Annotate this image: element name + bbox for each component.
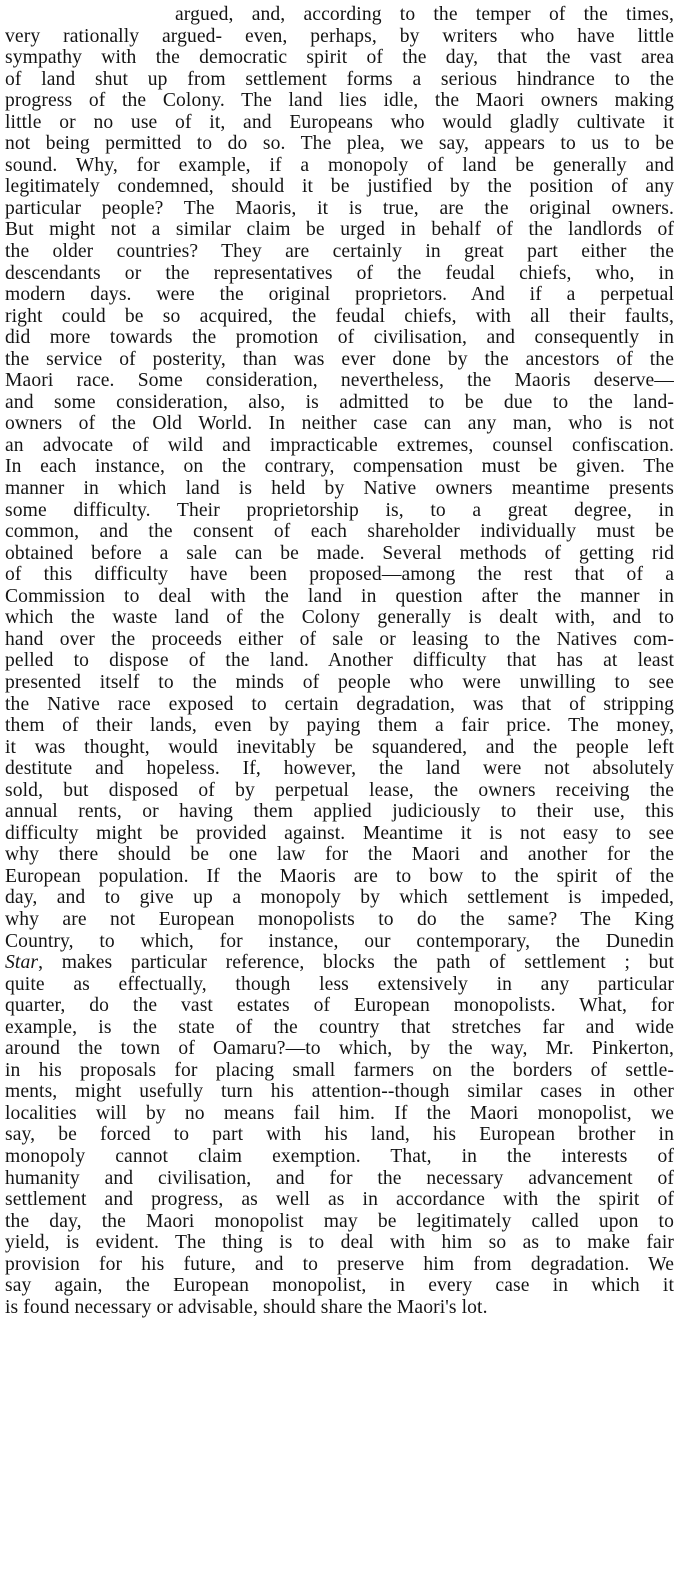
text-line: in his proposals for placing small farmers on the borders of settle- [5, 1059, 674, 1081]
text-line: Commission to deal with the land in question after the manner in [5, 585, 674, 607]
text-line: Country, to which, for instance, our contemporary, the Dunedin [5, 930, 674, 952]
text-line: quite as effectually, though less extensively in any particular [5, 973, 674, 995]
text-line: which the waste land of the Colony generally is dealt with, and to [5, 607, 674, 629]
text-line: quarter, do the vast estates of European monopolists. What, for [5, 995, 674, 1017]
text-line: them of their lands, even by paying them a fair price. The money, [5, 715, 674, 737]
text-line: manner in which land is held by Native owners meantime presents [5, 478, 674, 500]
text-line: some difficulty. Their proprietorship is, to a great degree, in [5, 499, 674, 521]
text-line: say again, the European monopolist, in every case in which it [5, 1275, 674, 1297]
text-line: difficulty might be provided against. Meantime it is not easy to see [5, 822, 674, 844]
text-line: modern days. were the original proprietors. And if a perpetual [5, 284, 674, 306]
text-line: pelled to dispose of the land. Another difficulty that has at least [5, 650, 674, 672]
text-line: argued, and, according to the temper of the times, [175, 4, 674, 25]
text-line: the older countries? They are certainly in great part either the [5, 241, 674, 263]
text-line: the day, the Maori monopolist may be legitimately called upon to [5, 1210, 674, 1232]
text-line: around the town of Oamaru?—to which, by the way, Mr. Pinkerton, [5, 1038, 674, 1060]
text-line: annual rents, or having them applied judiciously to their use, this [5, 801, 674, 823]
text-line: hand over the proceeds either of sale or leasing to the Natives com- [5, 628, 674, 650]
text-line: legitimately condemned, should it be justified by the position of any [5, 176, 674, 198]
italic-title: Star [5, 952, 39, 974]
text-line: descendants or the representatives of the feudal chiefs, who, in [5, 262, 674, 284]
text-line: ments, might usefully turn his attention--though similar cases in other [5, 1081, 674, 1103]
text-line: sold, but disposed of by perpetual lease, the owners receiving the [5, 779, 674, 801]
text-line: say, be forced to part with his land, his European brother in [5, 1124, 674, 1146]
text-line: settlement and progress, as well as in accordance with the spirit of [5, 1189, 674, 1211]
text-line: and some consideration, also, is admitted to be due to the land- [5, 391, 674, 413]
text-line: presented itself to the minds of people who were unwilling to see [5, 671, 674, 693]
text-line: the service of posterity, than was ever done by the ancestors of the [5, 348, 674, 370]
text-line: the Native race exposed to certain degradation, was that of stripping [5, 693, 674, 715]
text-line: destitute and hopeless. If, however, the land were not absolutely [5, 758, 674, 780]
text-line: In each instance, on the contrary, compensation must be given. The [5, 456, 674, 478]
text-line: Star, makes particular reference, blocks the path of settlement ; but [5, 952, 674, 974]
text-line: it was thought, would inevitably be squandered, and the people left [5, 736, 674, 758]
text-line: sound. Why, for example, if a monopoly of land be generally and [5, 154, 674, 176]
text-line: owners of the Old World. In neither case can any man, who is not [5, 413, 674, 435]
text-line: why there should be one law for the Maori and another for the [5, 844, 674, 866]
text-line: humanity and civilisation, and for the necessary advancement of [5, 1167, 674, 1189]
text-line: is found necessary or advisable, should share the Maori's lot. [5, 1296, 488, 1318]
text-line: of this difficulty have been proposed—among the rest that of a [5, 564, 674, 586]
text-line: localities will by no means fail him. If the Maori monopolist, we [5, 1102, 674, 1124]
text-line: little or no use of it, and Europeans who would gladly cultivate it [5, 111, 674, 133]
text-line: of land shut up from settlement forms a serious hindrance to the [5, 68, 674, 90]
text-line: European population. If the Maoris are to bow to the spirit of the [5, 865, 674, 887]
text-line: particular people? The Maoris, it is true, are the original owners. [5, 197, 674, 219]
text-line: why are not European monopolists to do the same? The King [5, 908, 674, 930]
article-body [5, 4, 674, 1318]
text-line: But might not a similar claim be urged in behalf of the landlords of [5, 219, 674, 241]
text-line: sympathy with the democratic spirit of the day, that the vast area [5, 47, 674, 69]
text-line: yield, is evident. The thing is to deal with him so as to make fair [5, 1232, 674, 1254]
text-line: progress of the Colony. The land lies idle, the Maori owners making [5, 90, 674, 112]
text-line: monopoly cannot claim exemption. That, in the interests of [5, 1145, 674, 1167]
text-line: an advocate of wild and impracticable extremes, counsel confiscation. [5, 434, 674, 456]
text-line: provision for his future, and to preserve him from degradation. We [5, 1253, 674, 1275]
text-line: right could be so acquired, the feudal chiefs, with all their faults, [5, 305, 674, 327]
text-line: very rationally argued- even, perhaps, by writers who have little [5, 25, 674, 47]
text-line: day, and to give up a monopoly by which settlement is impeded, [5, 887, 674, 909]
text-line: did more towards the promotion of civilisation, and consequently in [5, 327, 674, 349]
text-line: obtained before a sale can be made. Several methods of getting rid [5, 542, 674, 564]
text-line: Maori race. Some consideration, nevertheless, the Maoris deserve— [5, 370, 674, 392]
text-line: common, and the consent of each shareholder individually must be [5, 521, 674, 543]
text-line: not being permitted to do so. The plea, we say, appears to us to be [5, 133, 674, 155]
text-line: example, is the state of the country that stretches far and wide [5, 1016, 674, 1038]
